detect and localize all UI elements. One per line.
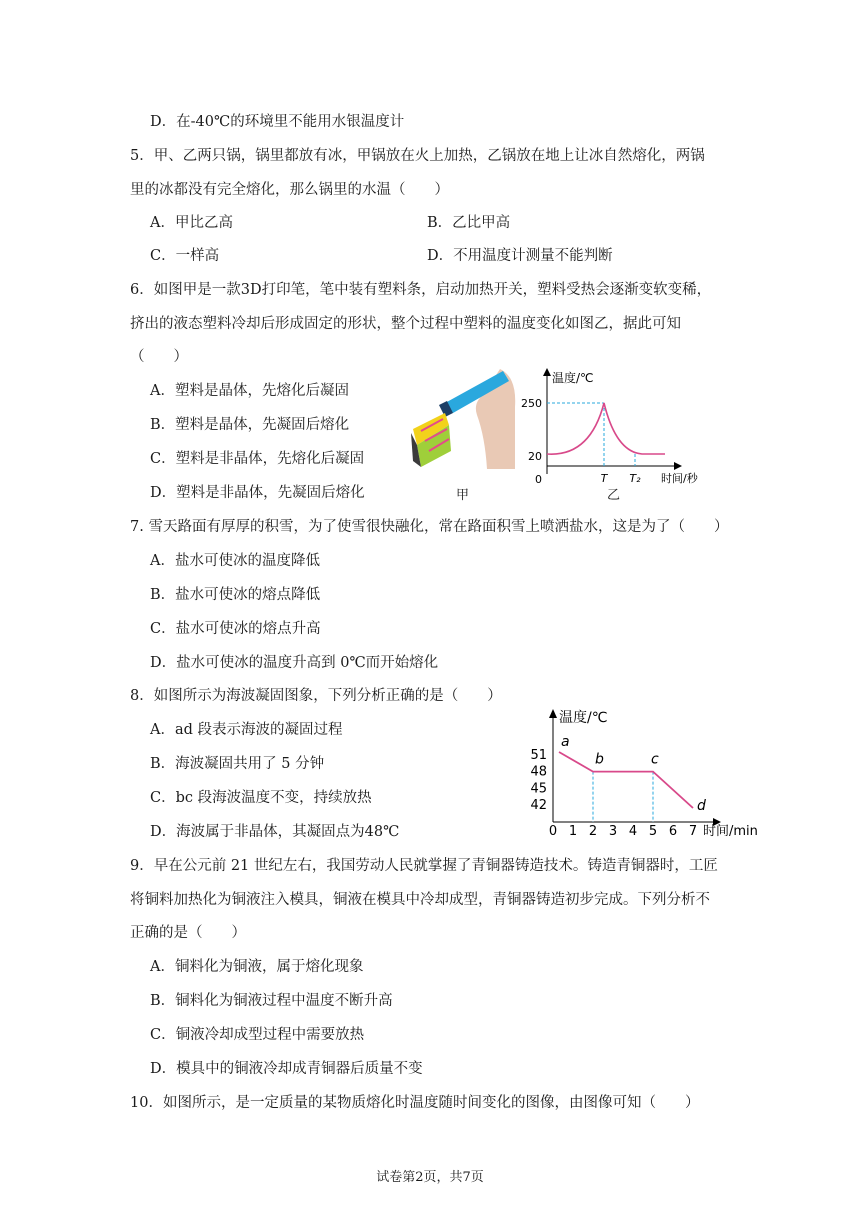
y-tick-label: 42 [530,798,547,814]
q6-stem-line3: （ ） [130,349,188,365]
q5-stem-line1: 5．甲、乙两只锅，锅里都放有冰，甲锅放在火上加热，乙锅放在地上让冰自然熔化，两锅 [130,148,705,164]
q6-stem-line2: 挤出的液态塑料冷却后形成固定的形状，整个过程中塑料的温度变化如图乙，据此可知 [130,316,681,332]
q5-option-c: C．一样高 [150,248,220,264]
q7-option-b: B．盐水可使冰的熔点降低 [150,587,321,603]
q9-option-a: A．铜料化为铜液，属于熔化现象 [150,959,364,975]
point-label-d: d [697,798,706,814]
x-tick-0: 0 [535,473,542,486]
y-axis-arrow [549,709,557,718]
point-label-c: c [651,751,659,768]
series-line [547,403,665,454]
y-tick-label: 45 [530,781,547,797]
q8-option-a: A．ad 段表示海波的凝固过程 [150,722,343,738]
x-tick-label: 3 [608,824,618,839]
q9-option-d: D．模具中的铜液冷却成青铜器后质量不变 [150,1061,423,1077]
x-tick-label: 5 [648,824,658,839]
x-tick-T: T [600,472,608,485]
q8-stem-line1: 8．如图所示为海波凝固图象，下列分析正确的是（ ） [130,688,502,704]
q5-stem-line2: 里的冰都没有完全熔化，那么锅里的水温（ ） [130,182,449,198]
point-label-b: b [595,751,604,768]
x-tick-T2: T₂ [629,472,641,485]
q9-stem-line1: 9．早在公元前 21 世纪左右，我国劳动人民就掌握了青铜器铸造技术。铸造青铜器时，工匠 [130,858,718,874]
y-axis-label: 温度/℃ [552,371,594,385]
q10-stem-line1: 10．如图所示，是一定质量的某物质熔化时温度随时间变化的图像，由图像可知（ ） [130,1095,700,1111]
y-tick-250: 250 [521,397,542,410]
page-footer: 试卷第2页，共7页 [376,1170,484,1185]
q9-option-b: B．铜料化为铜液过程中温度不断升高 [150,993,393,1009]
q6-option-d: D．塑料是非晶体，先凝固后熔化 [150,485,365,501]
3d-pen-illustration [405,367,517,469]
point-label-a: a [561,734,570,750]
q7-option-a: A．盐水可使冰的温度降低 [150,553,320,569]
chart-pen-temperature [520,362,700,502]
q9-option-c: C．铜液冷却成型过程中需要放热 [150,1027,365,1043]
q9-stem-line3: 正确的是（ ） [130,925,246,941]
x-axis-label: 时间/秒 [661,472,698,485]
q6-stem-line1: 6．如图甲是一款3D打印笔，笔中装有塑料条，启动加热开关，塑料受热会逐渐变软变稀， [130,282,712,298]
q6-option-c: C．塑料是非晶体，先熔化后凝固 [150,451,365,467]
q9-stem-line2: 将铜料加热化为铜液注入模具，铜液在模具中冷却成型，青铜器铸造初步完成。下列分析不 [130,892,710,908]
y-axis-arrow [543,368,551,376]
x-tick-label: 2 [588,824,598,839]
q7-option-d: D．盐水可使冰的温度升高到 0℃而开始熔化 [150,655,439,671]
q7-option-c: C．盐水可使冰的熔点升高 [150,621,321,637]
figure-label-yi: 乙 [607,488,621,503]
q7-stem-line1: 7. 雪天路面有厚厚的积雪，为了使雪很快融化，常在路面积雪上喷洒盐水，这是为了（ ） [130,519,729,535]
chart-haibo-solidification [525,700,770,850]
x-axis-label: 时间/min [703,824,758,839]
q6-option-b: B．塑料是晶体，先凝固后熔化 [150,417,350,433]
q5-option-b: B．乙比甲高 [427,215,511,231]
y-axis-label: 温度/℃ [559,710,608,726]
x-tick-label: 1 [568,824,578,839]
x-axis-arrow [674,462,682,470]
q8-option-d: D．海波属于非晶体，其凝固点为48℃ [150,824,400,840]
x-tick-label: 0 [548,824,558,839]
q8-option-c: C．bc 段海波温度不变，持续放热 [150,790,372,806]
q5-option-a: A．甲比乙高 [150,215,233,231]
x-tick-label: 7 [688,824,698,839]
q4-option-d: D．在-40℃的环境里不能用水银温度计 [150,114,405,130]
q5-option-d: D．不用温度计测量不能判断 [427,248,613,264]
y-tick-20: 20 [528,450,542,463]
y-tick-label: 48 [530,764,547,780]
q6-option-a: A．塑料是晶体，先熔化后凝固 [150,383,349,399]
q8-option-b: B．海波凝固共用了 5 分钟 [150,756,325,772]
series-line [559,752,693,808]
y-tick-label: 51 [530,747,547,763]
figure-label-jia: 甲 [456,488,470,503]
x-tick-label: 4 [628,824,638,839]
x-tick-label: 6 [668,824,678,839]
